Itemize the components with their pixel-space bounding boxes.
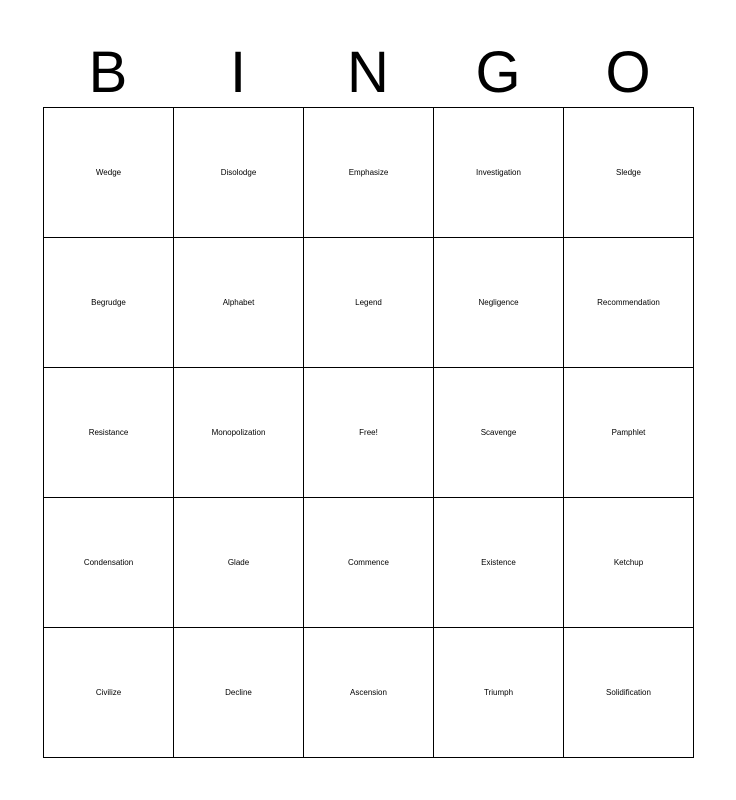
bingo-cell: Alphabet [174, 238, 304, 368]
bingo-header [43, 40, 693, 106]
bingo-cell: Legend [304, 238, 434, 368]
bingo-cell: Decline [174, 628, 304, 758]
header-letter-o: O [605, 40, 651, 105]
bingo-cell: Investigation [434, 108, 564, 238]
bingo-cell: Begrudge [44, 238, 174, 368]
bingo-cell: Civilize [44, 628, 174, 758]
bingo-cell: Ascension [304, 628, 434, 758]
bingo-cell: Ketchup [564, 498, 694, 628]
bingo-cell: Commence [304, 498, 434, 628]
bingo-cell: Disolodge [174, 108, 304, 238]
header-letter-b: B [88, 40, 128, 105]
bingo-cell: Monopolization [174, 368, 304, 498]
free-space-cell: Free! [304, 368, 434, 498]
bingo-cell: Resistance [44, 368, 174, 498]
bingo-grid [43, 107, 694, 758]
bingo-cell: Recommendation [564, 238, 694, 368]
bingo-cell: Condensation [44, 498, 174, 628]
bingo-cell: Pamphlet [564, 368, 694, 498]
bingo-cell: Solidification [564, 628, 694, 758]
header-letter-g: G [475, 40, 521, 105]
bingo-cell: Wedge [44, 108, 174, 238]
header-letter-i: I [229, 40, 247, 105]
bingo-cell: Existence [434, 498, 564, 628]
header-letter-n: N [347, 40, 389, 105]
bingo-cell: Glade [174, 498, 304, 628]
bingo-cell: Emphasize [304, 108, 434, 238]
bingo-cell: Sledge [564, 108, 694, 238]
bingo-cell: Negligence [434, 238, 564, 368]
bingo-cell: Triumph [434, 628, 564, 758]
bingo-cell: Scavenge [434, 368, 564, 498]
